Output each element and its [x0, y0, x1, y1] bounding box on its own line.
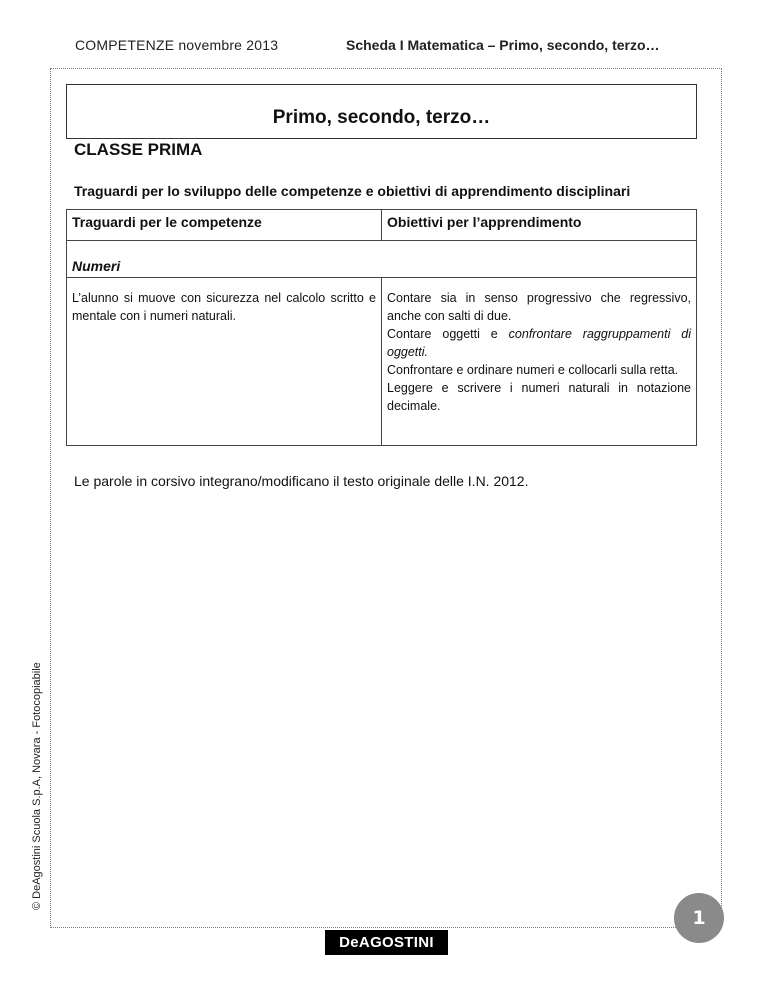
section-subtitle: Traguardi per lo sviluppo delle competenze e obiettivi di apprendimento disciplinari	[74, 183, 631, 199]
italic-note: Le parole in corsivo integrano/modificano il testo originale delle I.N. 2012.	[74, 473, 529, 489]
page-number-badge: 1	[674, 893, 724, 943]
class-label: CLASSE PRIMA	[74, 140, 203, 159]
obiettivo-1: Contare sia in senso progressivo che regressivo, anche con salti di due.	[387, 291, 691, 323]
obiettivo-2-text: Contare oggetti e	[387, 327, 509, 341]
title-box	[66, 84, 697, 139]
table-col-divider-body	[381, 277, 382, 446]
obiettivo-2-italic: confrontare raggruppamenti di oggetti.	[387, 327, 691, 359]
traguardo-cell: L’alunno si muove con sicurezza nel calcolo scritto e mentale con i numeri naturali.	[72, 291, 376, 323]
obiettivo-4: Leggere e scrivere i numeri naturali in notazione decimale.	[387, 381, 691, 413]
table-col-divider-top	[381, 210, 382, 240]
table-header-divider	[67, 240, 696, 241]
page-title: Primo, secondo, terzo…	[272, 107, 491, 128]
obiettivi-cell	[387, 289, 691, 415]
header-right: Scheda I Matematica – Primo, secondo, terzo…	[346, 37, 660, 53]
deagostini-logo: DeAGOSTINI	[325, 930, 448, 955]
header-left: COMPETENZE novembre 2013	[75, 37, 279, 53]
copyright-side-text: © DeAgostini Scuola S.p.A, Novara - Fotocopiabile	[31, 662, 43, 910]
col-header-obiettivi: Obiettivi per l’apprendimento	[387, 214, 582, 230]
col-header-traguardi: Traguardi per le competenze	[72, 214, 262, 230]
section-label-numeri: Numeri	[72, 258, 121, 274]
objectives-table	[66, 209, 697, 446]
obiettivo-3: Confrontare e ordinare numeri e collocarli sulla retta.	[387, 363, 679, 377]
obiettivo-2	[387, 325, 691, 361]
